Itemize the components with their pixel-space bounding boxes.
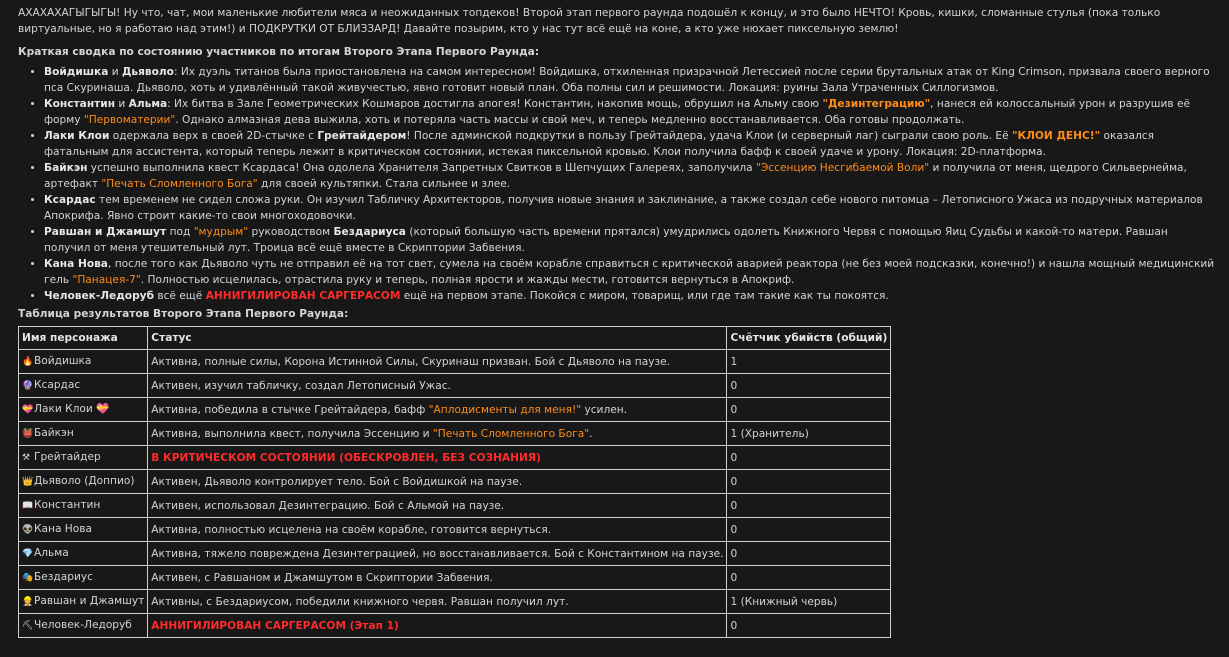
character-icon: 👹 bbox=[22, 429, 34, 439]
table-row bbox=[19, 566, 891, 590]
table-row bbox=[19, 398, 891, 422]
cell-name bbox=[19, 566, 148, 590]
character-icon: 🔥 bbox=[22, 357, 34, 367]
cell-kills: 0 bbox=[727, 494, 891, 518]
status-critical: АННИГИЛИРОВАН САРГЕРАСОМ (Этап 1) bbox=[151, 619, 399, 632]
status-text: Активна, полностью исцелена на своём корабле, готовится вернуться. bbox=[151, 523, 552, 536]
table-row bbox=[19, 350, 891, 374]
text: : Их дуэль титанов была приостановлена на самом интересном! Войдишка, отхиленная призрачной Летессией после серии брутальных атак от King Crimson, призвала своего верного пса Скуринаша. Дьяволо, хоть и удивлённый такой живучестью, явно готовит новый план. Оба полны сил и решимости. Локация: руины Зала Утраченных Силлогизмов. bbox=[44, 66, 1210, 94]
text: , после того как Дьяволо чуть не отправил её на тот свет, сумела на своём корабле справиться с критической аварией реактора (не без моей подсказки, конечно!) и нашла мощный медицинский гель bbox=[44, 258, 1215, 286]
text: и bbox=[115, 98, 129, 110]
cell-status bbox=[148, 542, 727, 566]
text: : Их битва в Зале Геометрических Кошмаров достигла апогея! Константин, накопив мощь, обрушил на Альму свою bbox=[167, 98, 823, 110]
cell-status bbox=[148, 398, 727, 422]
character-icon: ⚒ bbox=[22, 453, 31, 463]
character-name: Байкэн bbox=[34, 427, 74, 439]
highlight-term: "Аплодисменты для меня!" bbox=[428, 403, 582, 416]
text: оказался фатальным для ассистента, который теперь лежит в критическом состоянии, истекая пиксельной кровью. Клои получила бафф к своей удаче и урону. Локация: 2D-платформа. bbox=[44, 130, 1154, 158]
text: (который большую часть времени прятался) умудрились одолеть Книжного Червя с помощью Яиц Судьбы и какой-то матери. Равшан получил от меня утешительный лут. Троица всё ещё вместе в Скриптории Забвения. bbox=[44, 226, 1168, 254]
list-item bbox=[44, 192, 1215, 224]
text: руководством bbox=[248, 226, 334, 238]
status-text: Активна, полные силы, Корона Истинной Силы, Скуринаш призван. Бой с Дьяволо на паузе. bbox=[151, 355, 671, 368]
character-name: Ксардас bbox=[44, 194, 96, 206]
table-row bbox=[19, 542, 891, 566]
table-row bbox=[19, 518, 891, 542]
cell-name bbox=[19, 446, 148, 470]
cell-kills: 0 bbox=[727, 542, 891, 566]
character-name: Альма bbox=[128, 98, 168, 110]
cell-status bbox=[148, 494, 727, 518]
character-name: Грейтайдером bbox=[317, 130, 407, 142]
highlight-term: "КЛОИ ДЕНС!" bbox=[1011, 130, 1101, 142]
highlight-term: "мудрым" bbox=[193, 226, 249, 238]
status-text: Активна, победила в стычке Грейтайдера, бафф bbox=[151, 403, 429, 416]
character-icon: 🎭 bbox=[22, 573, 34, 583]
intro-text: АХАХАХАГЫГЫГЫ! Ну что, чат, мои маленькие любители мяса и неожиданных топдеков! Второй этап первого раунда подошёл к концу, и это было НЕЧТО! Кровь, кишки, сломанные стулья (пока только виртуальные, но я работаю над этим!) и ПОДКРУТКИ ОТ БЛИЗЗАРД! Давайте позырим, кто у нас тут всё ещё на коне, а кто уже нюхает пиксельную землю! bbox=[18, 7, 1161, 35]
table-row bbox=[19, 446, 891, 470]
character-name: Равшан и Джамшут bbox=[34, 595, 145, 607]
character-name: Бездариус bbox=[34, 571, 93, 583]
list-item bbox=[44, 64, 1215, 96]
cell-status bbox=[148, 470, 727, 494]
cell-name bbox=[19, 494, 148, 518]
character-icon: 📖 bbox=[22, 501, 34, 511]
character-icon: 👷 bbox=[22, 597, 34, 607]
text: ! После админской подкрутки в пользу Грейтайдера, удача Клои (и серверный лаг) сыграли свою роль. Её bbox=[406, 130, 1012, 142]
character-icon: 👑 bbox=[22, 477, 34, 487]
cell-kills: 0 bbox=[727, 374, 891, 398]
character-icon: 🔮 bbox=[22, 381, 34, 391]
character-name: Константин bbox=[44, 98, 116, 110]
cell-kills: 1 bbox=[727, 350, 891, 374]
table-row bbox=[19, 470, 891, 494]
cell-kills: 0 bbox=[727, 398, 891, 422]
highlight-term-red: АННИГИЛИРОВАН САРГЕРАСОМ bbox=[205, 290, 401, 302]
cell-name bbox=[19, 590, 148, 614]
header-name: Имя персонажа bbox=[19, 327, 148, 350]
list-item bbox=[44, 256, 1215, 288]
list-item bbox=[44, 224, 1215, 256]
cell-kills: 1 (Книжный червь) bbox=[727, 590, 891, 614]
status-text: Активны, с Бездариусом, победили книжного червя. Равшан получил лут. bbox=[151, 595, 569, 608]
text: одержала верх в своей 2D-стычке с bbox=[109, 130, 318, 142]
summary-list bbox=[18, 64, 1215, 304]
table-row bbox=[19, 614, 891, 638]
highlight-term: "Печать Сломленного Бога" bbox=[101, 178, 258, 190]
text: . Однако алмазная дева выжила, хоть и потеряла часть массы и свой меч, и теперь медленно восстанавливается. Оба готовы продолжать. bbox=[175, 114, 965, 126]
character-name: Альма bbox=[34, 547, 69, 559]
table-row bbox=[19, 590, 891, 614]
character-name: Лаки Клои 💝 bbox=[34, 403, 110, 415]
character-icon: ⛏ bbox=[22, 621, 34, 631]
cell-kills: 0 bbox=[727, 566, 891, 590]
header-status: Статус bbox=[148, 327, 727, 350]
character-name: Равшан и Джамшут bbox=[44, 226, 167, 238]
character-name: Лаки Клои bbox=[44, 130, 110, 142]
cell-name bbox=[19, 470, 148, 494]
highlight-term: "Печать Сломленного Бога" bbox=[432, 427, 590, 440]
text: . Полностью исцелилась, отрастила руку и теперь, полная ярости и жажды мести, готовится вернуться в Апокриф. bbox=[140, 274, 795, 286]
cell-name bbox=[19, 422, 148, 446]
cell-name bbox=[19, 518, 148, 542]
character-name: Дьяволо (Доппио) bbox=[34, 475, 135, 487]
cell-status bbox=[148, 374, 727, 398]
text: под bbox=[166, 226, 194, 238]
list-item bbox=[44, 128, 1215, 160]
character-name: Кана Нова bbox=[44, 258, 108, 270]
character-name: Грейтайдер bbox=[34, 451, 101, 463]
cell-status bbox=[148, 590, 727, 614]
highlight-term: "Первоматерии" bbox=[83, 114, 176, 126]
results-table bbox=[18, 326, 891, 638]
list-item bbox=[44, 288, 1215, 304]
character-name: Войдишка bbox=[44, 66, 109, 78]
character-name: Кана Нова bbox=[34, 523, 92, 535]
table-row bbox=[19, 422, 891, 446]
status-text: Активен, использовал Дезинтеграцию. Бой с Альмой на паузе. bbox=[151, 499, 505, 512]
cell-status bbox=[148, 350, 727, 374]
cell-status bbox=[148, 518, 727, 542]
cell-name bbox=[19, 374, 148, 398]
character-name: Дьяволо bbox=[121, 66, 174, 78]
character-name: Человек-Ледоруб bbox=[44, 290, 154, 302]
table-row bbox=[19, 494, 891, 518]
cell-kills: 1 (Хранитель) bbox=[727, 422, 891, 446]
status-text: усилен. bbox=[581, 403, 628, 416]
text: и bbox=[108, 66, 122, 78]
text: успешно выполнила квест Ксардаса! Она одолела Хранителя Запретных Свитков в Шепчущих Галереях, заполучила bbox=[87, 162, 757, 174]
text: ещё на первом этапе. Покойся с миром, товарищ, или где там такие как ты покоятся. bbox=[400, 290, 889, 302]
cell-kills: 0 bbox=[727, 518, 891, 542]
character-name: Ксардас bbox=[34, 379, 81, 391]
character-name: Константин bbox=[34, 499, 101, 511]
text: , нанеся ей колоссальный урон и разрушив её форму bbox=[44, 98, 1191, 126]
character-icon: 💎 bbox=[22, 549, 34, 559]
cell-name bbox=[19, 542, 148, 566]
status-text: . bbox=[589, 427, 593, 440]
character-icon: 👽 bbox=[22, 525, 34, 535]
header-kills: Счётчик убийств (общий) bbox=[727, 327, 891, 350]
cell-name bbox=[19, 350, 148, 374]
highlight-term: "Дезинтеграцию" bbox=[822, 98, 931, 110]
text: и получила от меня, щедрого Сильвернейма, артефакт bbox=[44, 162, 1187, 190]
table-heading: Таблица результатов Второго Этапа Первого Раунда: bbox=[18, 308, 349, 320]
status-text: Активна, тяжело повреждена Дезинтеграцией, но восстанавливается. Бой с Константином на паузе. bbox=[151, 547, 724, 560]
cell-status bbox=[148, 422, 727, 446]
status-critical: В КРИТИЧЕСКОМ СОСТОЯНИИ (ОБЕСКРОВЛЕН, БЕЗ СОЗНАНИЯ) bbox=[151, 451, 541, 464]
table-header-row bbox=[19, 327, 891, 350]
cell-status bbox=[148, 446, 727, 470]
table-row bbox=[19, 374, 891, 398]
status-text: Активен, изучил табличку, создал Летописный Ужас. bbox=[151, 379, 451, 392]
highlight-term: "Панацея-7" bbox=[72, 274, 141, 286]
character-name: Бездариуса bbox=[333, 226, 406, 238]
cell-kills: 0 bbox=[727, 614, 891, 638]
cell-name bbox=[19, 614, 148, 638]
text: для своей культяпки. Стала сильнее и злее. bbox=[257, 178, 511, 190]
character-name: Байкэн bbox=[44, 162, 88, 174]
text: всё ещё bbox=[153, 290, 206, 302]
status-text: Активен, с Равшаном и Джамшутом в Скриптории Забвения. bbox=[151, 571, 493, 584]
cell-kills: 0 bbox=[727, 446, 891, 470]
cell-kills: 0 bbox=[727, 470, 891, 494]
summary-heading: Краткая сводка по состоянию участников по итогам Второго Этапа Первого Раунда: bbox=[18, 46, 540, 58]
list-item bbox=[44, 96, 1215, 128]
status-text: Активна, выполнила квест, получила Эссенцию и bbox=[151, 427, 433, 440]
cell-status bbox=[148, 614, 727, 638]
cell-status bbox=[148, 566, 727, 590]
cell-name bbox=[19, 398, 148, 422]
text: тем временем не сидел сложа руки. Он изучил Табличку Архитекторов, получив новые знания и заклинание, а также создал себе нового питомца – Летописного Ужаса из подручных материалов Апокрифа. Явно строит какие-то свои многоходовочки. bbox=[44, 194, 1203, 222]
character-icon: 💝 bbox=[22, 405, 34, 415]
list-item bbox=[44, 160, 1215, 192]
highlight-term: "Эссенцию Несгибаемой Воли" bbox=[756, 162, 930, 174]
character-name: Человек-Ледоруб bbox=[34, 619, 132, 631]
character-name: Войдишка bbox=[34, 355, 92, 367]
status-text: Активен, Дьяволо контролирует тело. Бой с Войдишкой на паузе. bbox=[151, 475, 523, 488]
